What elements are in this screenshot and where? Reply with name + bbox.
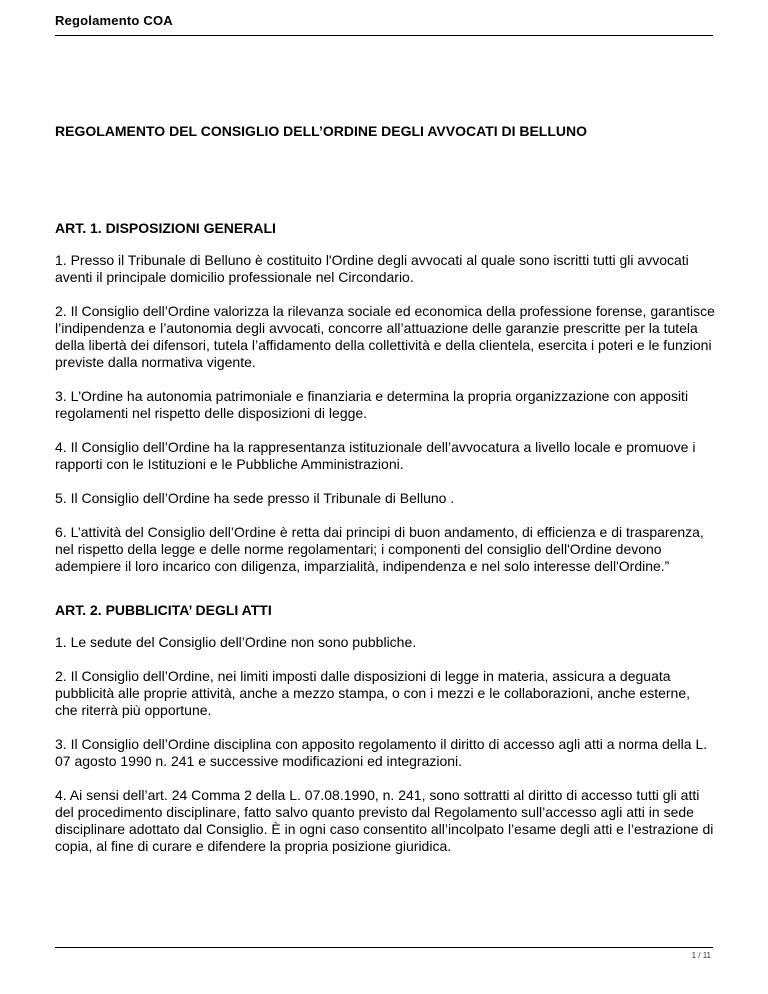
- article-1-paragraph-4: 4. Il Consiglio dell’Ordine ha la rappresentanza istituzionale dell’avvocatura a livello locale e promuove i rapporti con le Istituzioni e le Pubbliche Amministrazioni.: [55, 439, 696, 472]
- header-divider: [55, 35, 713, 36]
- article-1-paragraph-6: 6. L’attività del Consiglio dell’Ordine è retta dai principi di buon andamento, di efficienza e di trasparenza, nel rispetto della legge e delle norme regolamentari; i componenti del consiglio dell'Ordine devono adempiere il loro incarico con diligenza, imparzialità, indipendenza e nel solo interesse dell'Ordine.”: [55, 524, 704, 574]
- page-number: 1 / 11: [691, 951, 711, 960]
- article-1-paragraph-2: 2. Il Consiglio dell’Ordine valorizza la rilevanza sociale ed economica della professione forense, garantisce l’indipendenza e l’autonomia degli avvocati, concorre all’attuazione delle garanzie prescritte per la tutela della libertà dei difensori, tutela l’affidamento della collettività e della clientela, esercita i poteri e le funzioni previste dalla normativa vigente.: [55, 303, 715, 370]
- document-title: REGOLAMENTO DEL CONSIGLIO DELL’ORDINE DEGLI AVVOCATI DI BELLUNO: [55, 123, 588, 139]
- article-1-paragraph-3: 3. L'Ordine ha autonomia patrimoniale e finanziaria e determina la propria organizzazione con appositi regolamenti nel rispetto delle disposizioni di legge.: [55, 388, 689, 421]
- article-1-heading: ART. 1. DISPOSIZIONI GENERALI: [55, 220, 276, 236]
- article-1-paragraph-1: 1. Presso il Tribunale di Belluno è costituito l'Ordine degli avvocati al quale sono iscritti tutti gli avvocati aventi il principale domicilio professionale nel Circondario.: [55, 252, 689, 285]
- article-2-paragraph-1: 1. Le sedute del Consiglio dell’Ordine non sono pubbliche.: [55, 634, 417, 650]
- header-title: Regolamento COA: [55, 13, 173, 28]
- article-2-paragraph-2: 2. Il Consiglio dell’Ordine, nei limiti imposti dalle disposizioni di legge in materia, assicura a deguata pubblicità alle proprie attività, anche a mezzo stampa, o con i mezzi e le collaborazioni, anche esterne, che riterrà più opportune.: [55, 668, 691, 718]
- article-1-paragraph-5: 5. Il Consiglio dell’Ordine ha sede presso il Tribunale di Belluno .: [55, 490, 455, 506]
- footer-divider: [55, 947, 713, 948]
- article-2-paragraph-3: 3. Il Consiglio dell’Ordine disciplina con apposito regolamento il diritto di accesso agli atti a norma della L. 07 agosto 1990 n. 241 e successive modificazioni ed integrazioni.: [55, 736, 708, 769]
- article-2-heading: ART. 2. PUBBLICITA’ DEGLI ATTI: [55, 602, 272, 618]
- article-2-paragraph-4: 4. Ai sensi dell’art. 24 Comma 2 della L. 07.08.1990, n. 241, sono sottratti al diritto di accesso tutti gli atti del procedimento disciplinare, fatto salvo quanto previsto dal Regolamento sull’accesso agli atti in sede disciplinare adottato dal Consiglio. È in ogni caso consentito all’incolpato l’esame degli atti e l’estrazione di copia, al fine di curare e difendere la propria posizione giuridica.: [55, 787, 714, 854]
